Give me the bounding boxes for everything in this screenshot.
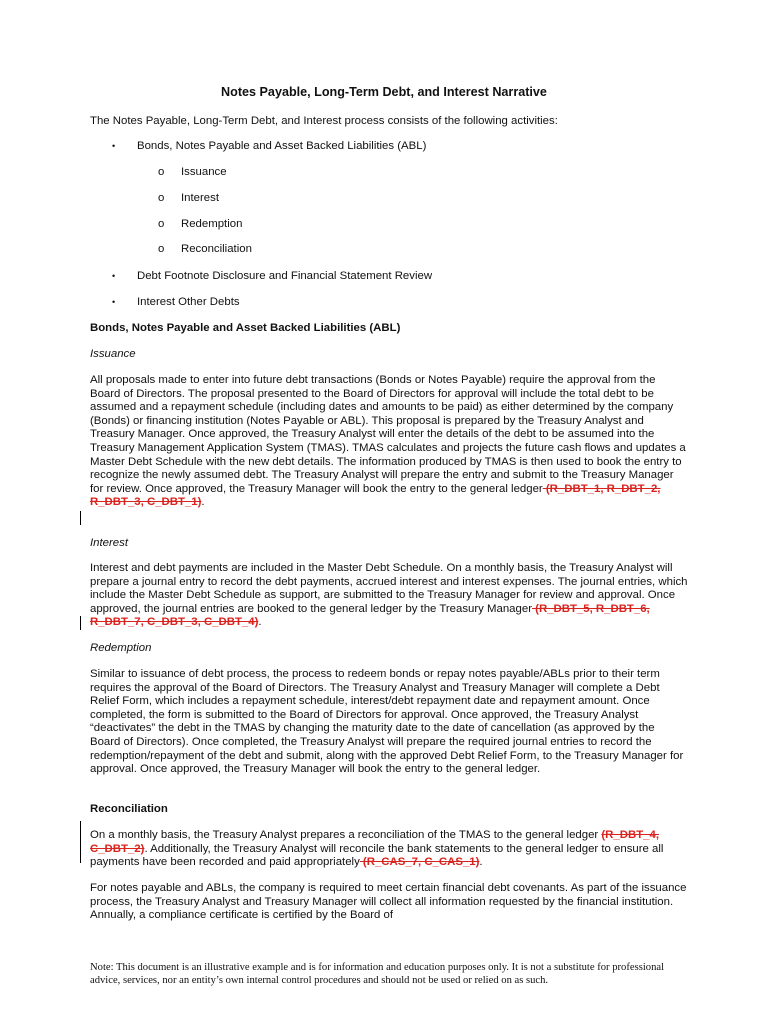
- control-reference: (R_CAS_7, C_CAS_1): [359, 856, 480, 869]
- bullet-text: Debt Footnote Disclosure and Financial Statement Review: [137, 270, 433, 282]
- interest-text: Interest and debt payments are included in the Master Debt Schedule. On a monthly basis, the Treasury Analyst will prepare a journal entry to record the debt payments, accrued interest and interest expenses. The journal entries, which include the Master Debt Schedule as support, are submitted to the Treasury Manager for review and approval. Once approved, the journal entries are booked to the general ledger by the Treasury Manager: [90, 562, 688, 615]
- issuance-paragraph: [90, 374, 688, 510]
- sentence-end: .: [258, 616, 262, 629]
- page-title: Notes Payable, Long-Term Debt, and Interest Narrative: [221, 85, 547, 99]
- redemption-paragraph: [90, 668, 688, 777]
- change-bar: [80, 511, 81, 525]
- redemption-text: Similar to issuance of debt process, the process to redeem bonds or repay notes payable/ABLs prior to their term requires the approval of the Board of Directors. The Treasury Analyst and Treasury Manager will complete a Debt Relief Form, which includes a repayment schedule, interest/debt repayment date and repayment amount. Once completed, the form is submitted to the Board of Directors for approval. Once approved, the Treasury Analyst “deactivates” the debt in the TMAS by changing the maturity date to the date of cancellation (as approved by the Board of Directors). Once completed, the Treasury Analyst will prepare the required journal entries to record the redemption/repayment of the debt and submit, along with the approved Debt Relief Form, to the Treasury Manager for approval. Once approved, the Treasury Manager will book the entry to the general ledger.: [90, 668, 684, 776]
- change-bar: [80, 616, 81, 630]
- bullet-text: Interest Other Debts: [137, 296, 240, 308]
- sub-bullet-text: Interest: [181, 192, 219, 204]
- reconciliation-text: On a monthly basis, the Treasury Analyst prepares a reconciliation of the TMAS to the general ledger: [90, 829, 602, 841]
- covenants-text: For notes payable and ABLs, the company is required to meet certain financial debt covenants. As part of the issuance process, the Treasury Analyst and Treasury Manager will collect all information requested by the financial institution. Annually, a compliance certificate is certified by the Board of: [90, 882, 687, 922]
- sentence-end: .: [201, 496, 205, 509]
- sentence-end: .: [479, 856, 483, 869]
- section-heading: Bonds, Notes Payable and Asset Backed Liabilities (ABL): [90, 322, 401, 334]
- interest-paragraph: [90, 562, 688, 630]
- interest-heading: Interest: [90, 537, 128, 549]
- bullet-dot-icon: •: [112, 297, 116, 307]
- control-reference: (R_DBT_5, R_DBT_6, R_DBT_7, C_DBT_3, C_DBT_4): [90, 602, 650, 629]
- control-reference: (R_DBT_4, C_DBT_2): [90, 829, 659, 855]
- reconciliation-paragraph: [90, 829, 688, 870]
- redemption-heading: Redemption: [90, 642, 152, 654]
- control-reference: (R_DBT_1, R_DBT_2, R_DBT_3, C_DBT_1): [90, 482, 661, 509]
- covenants-paragraph: [90, 882, 688, 923]
- sub-bullet-text: Reconciliation: [181, 243, 252, 255]
- hollow-bullet-icon: o: [158, 166, 165, 178]
- issuance-text: All proposals made to enter into future debt transactions (Bonds or Notes Payable) require the approval from the Board of Directors. The proposal presented to the Board of Directors for approval will include the total debt to be assumed and a repayment schedule (including dates and amounts to be paid) as either determined by the company (Bonds) or financing institution (Notes Payable or ABL). This proposal is prepared by the Treasury Analyst and Treasury Manager. Once approved, the Treasury Analyst will enter the details of the debt to be assumed into the Treasury Management Application System (TMAS). TMAS calculates and projects the future cash flows and updates a Master Debt Schedule with the new debt details. The information produced by TMAS is then used to book the entry to recognize the newly assumed debt. The Treasury Analyst will prepare the entry and submit to the Treasury Manager for review. Once approved, the Treasury Manager will book the entry to the general ledger: [90, 374, 686, 495]
- issuance-heading: Issuance: [90, 348, 136, 360]
- bullet-text: Bonds, Notes Payable and Asset Backed Liabilities (ABL): [137, 140, 427, 152]
- change-bar: [80, 821, 81, 863]
- reconciliation-text: . Additionally, the Treasury Analyst will reconcile the bank statements to the general ledger to ensure all payments have been recorded and paid appropriately: [90, 842, 664, 869]
- hollow-bullet-icon: o: [158, 243, 165, 255]
- bullet-dot-icon: •: [112, 141, 116, 151]
- intro-text: The Notes Payable, Long-Term Debt, and Interest process consists of the following activities:: [90, 115, 558, 127]
- reconciliation-heading: Reconciliation: [90, 803, 168, 815]
- footer-note: Note: This document is an illustrative example and is for information and education purposes only. It is not a substitute for professional advice, services, nor an entity’s own internal control procedures and should not be used or relied on as such.: [90, 962, 665, 986]
- sub-bullet-text: Issuance: [181, 166, 227, 178]
- hollow-bullet-icon: o: [158, 218, 165, 230]
- bullet-dot-icon: •: [112, 271, 116, 281]
- sub-bullet-text: Redemption: [181, 218, 243, 230]
- hollow-bullet-icon: o: [158, 192, 165, 204]
